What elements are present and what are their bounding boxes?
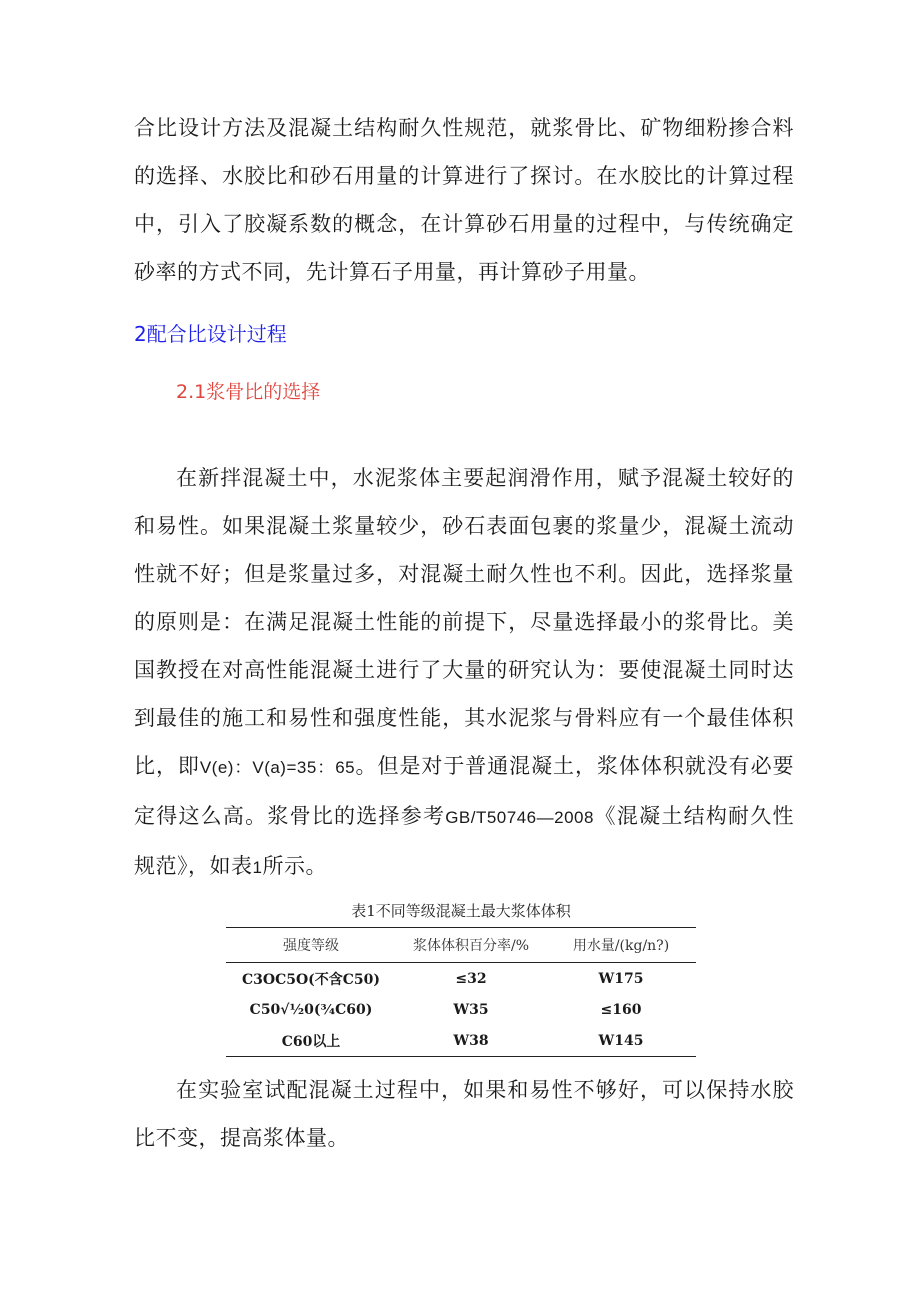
header-water-content: 用水量/(kg/n?) <box>546 928 696 963</box>
subsection-heading: 2.1浆骨比的选择 <box>176 381 321 403</box>
end-paragraph: 在实验室试配混凝土过程中，如果和易性不够好，可以保持水胶比不变，提高浆体量。 <box>134 1078 794 1150</box>
cell-paste-volume: ≤32 <box>455 970 487 987</box>
cell-water-content: W145 <box>546 1025 696 1057</box>
cell-grade: C50√½0(¾C60) <box>249 1001 373 1018</box>
main-text-part2: 。但是对于普通混凝土，浆体体积就没有必要定得这么高。浆骨比的选择参考 <box>134 754 795 828</box>
cell-water-content: ≤160 <box>600 1001 642 1018</box>
table-reference: 1 <box>252 858 263 877</box>
cell-grade: C60以上 <box>226 1025 396 1057</box>
intro-paragraph: 合比设计方法及混凝土结构耐久性规范，就浆骨比、矿物细粉掺合料的选择、水胶比和砂石用量的计算进行了探讨。在水胶比的计算过程中，引入了胶凝系数的概念，在计算砂石用量的过程中，与传统确定砂率的方式不同，先计算石子用量，再计算砂子用量。 <box>134 116 794 284</box>
header-paste-volume: 浆体体积百分率/% <box>396 928 546 963</box>
header-strength-grade: 强度等级 <box>226 928 396 963</box>
main-text-part4: 所示。 <box>262 854 327 878</box>
table-caption: 表1不同等级混凝土最大浆体体积 <box>351 902 571 920</box>
cell-water-content: W175 <box>598 970 644 987</box>
table-row <box>226 1025 696 1057</box>
standard-code: GB/T50746—2008 <box>445 808 594 827</box>
table-row <box>226 963 696 995</box>
volume-ratio: V(e)：V(a)=35：65 <box>199 758 356 777</box>
cell-paste-volume: W38 <box>396 1025 546 1057</box>
table-header-row <box>226 928 696 963</box>
main-text-part3: 《混凝土结构耐久性规范》，如表 <box>134 804 795 878</box>
main-text-part1: 在新拌混凝土中，水泥浆体主要起润滑作用，赋予混凝土较好的和易性。如果混凝土浆量较少，砂石表面包裹的浆量少，混凝土流动性就不好；但是浆量过多，对混凝土耐久性也不利。因此，选择浆量的原则是：在满足混凝土性能的前提下，尽量选择最小的浆骨比。美国教授在对高性能混凝土进行了大量的研究认为：要使混凝土同时达到最佳的施工和易性和强度性能，其水泥浆与骨料应有一个最佳体积比，即 <box>134 466 794 778</box>
cell-grade: C3OC5O(不含C50) <box>241 971 381 988</box>
section-heading: 2配合比设计过程 <box>134 322 287 346</box>
cell-paste-volume: W35 <box>453 1001 489 1018</box>
table-row <box>226 994 696 1025</box>
paste-volume-table <box>226 927 696 1057</box>
main-paragraph <box>134 454 794 892</box>
